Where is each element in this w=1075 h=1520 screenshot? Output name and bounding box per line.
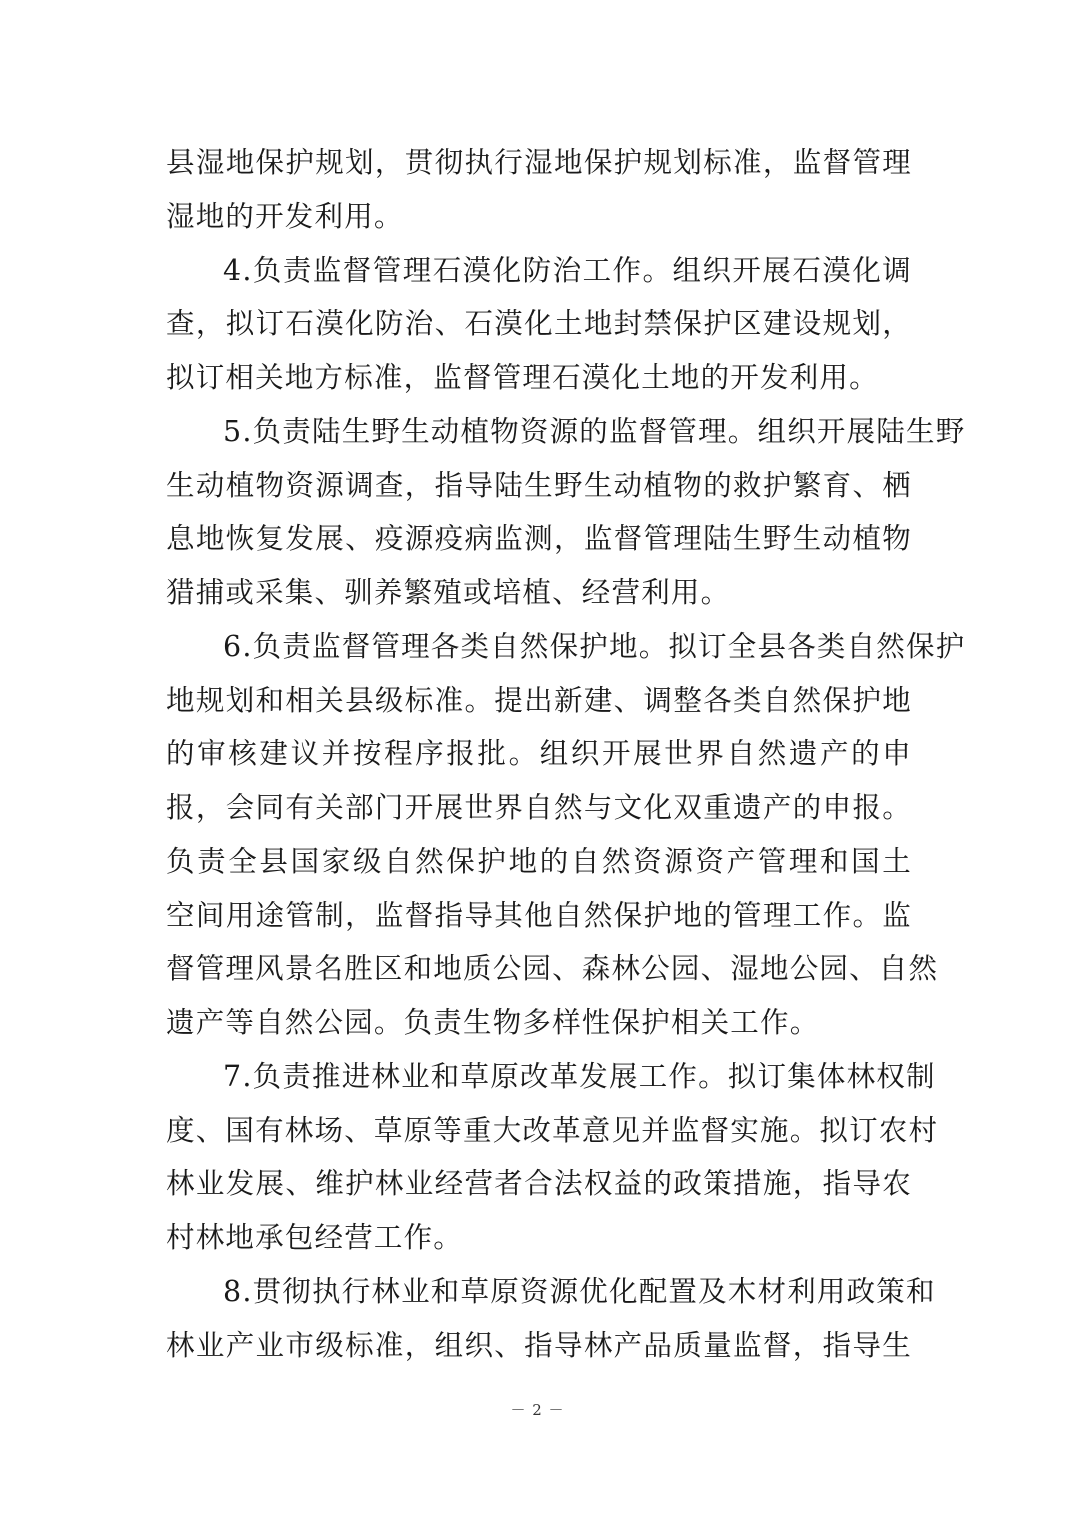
text-line-18: 7.负责推进林业和草原改革发展工作。拟订集体林权制 (223, 1059, 936, 1093)
text-line-11: 地规划和相关县级标准。提出新建、调整各类自然保护地 (166, 683, 912, 717)
body-text (166, 136, 966, 1372)
text-line-9: 猎捕或采集、驯养繁殖或培植、经营利用。 (166, 576, 731, 609)
text-line-10: 6.负责监督管理各类自然保护地。拟订全县各类自然保护 (223, 629, 966, 663)
text-line-15: 空间用途管制，监督指导其他自然保护地的管理工作。监 (166, 898, 912, 932)
text-line-16: 督管理风景名胜区和地质公园、森林公园、湿地公园、自然 (166, 952, 939, 986)
text-line-6: 5.负责陆生野生动植物资源的监督管理。组织开展陆生野 (223, 414, 966, 448)
text-line-20: 林业发展、维护林业经营者合法权益的政策措施，指导农 (166, 1167, 912, 1201)
text-line-12: 的审核建议并按程序报批。组织开展世界自然遗产的申 (166, 737, 912, 771)
text-line-7: 生动植物资源调查，指导陆生野生动植物的救护繁育、栖 (166, 468, 912, 502)
text-line-17: 遗产等自然公园。负责生物多样性保护相关工作。 (166, 1006, 820, 1039)
text-line-1: 县湿地保护规划，贯彻执行湿地保护规划标准，监督管理 (166, 146, 912, 179)
text-line-23: 林业产业市级标准，组织、指导林产品质量监督，指导生 (166, 1328, 912, 1362)
text-line-19: 度、国有林场、草原等重大改革意见并监督实施。拟订农村 (166, 1113, 939, 1147)
text-line-5: 拟订相关地方标准，监督管理石漠化土地的开发利用。 (166, 361, 879, 394)
text-line-3: 4.负责监督管理石漠化防治工作。组织开展石漠化调 (223, 253, 912, 287)
text-line-4: 查，拟订石漠化防治、石漠化土地封禁保护区建设规划， (166, 307, 912, 341)
text-line-2: 湿地的开发利用。 (166, 199, 404, 233)
text-line-8: 息地恢复发展、疫源疫病监测，监督管理陆生野生动植物 (166, 522, 912, 556)
text-line-21: 村林地承包经营工作。 (166, 1221, 464, 1254)
page-number: － 2 － (510, 1401, 565, 1419)
text-line-14: 负责全县国家级自然保护地的自然资源资产管理和国土 (166, 844, 912, 878)
text-line-22: 8.贯彻执行林业和草原资源优化配置及木材利用政策和 (223, 1274, 936, 1308)
text-line-13: 报，会同有关部门开展世界自然与文化双重遗产的申报。 (166, 791, 912, 824)
